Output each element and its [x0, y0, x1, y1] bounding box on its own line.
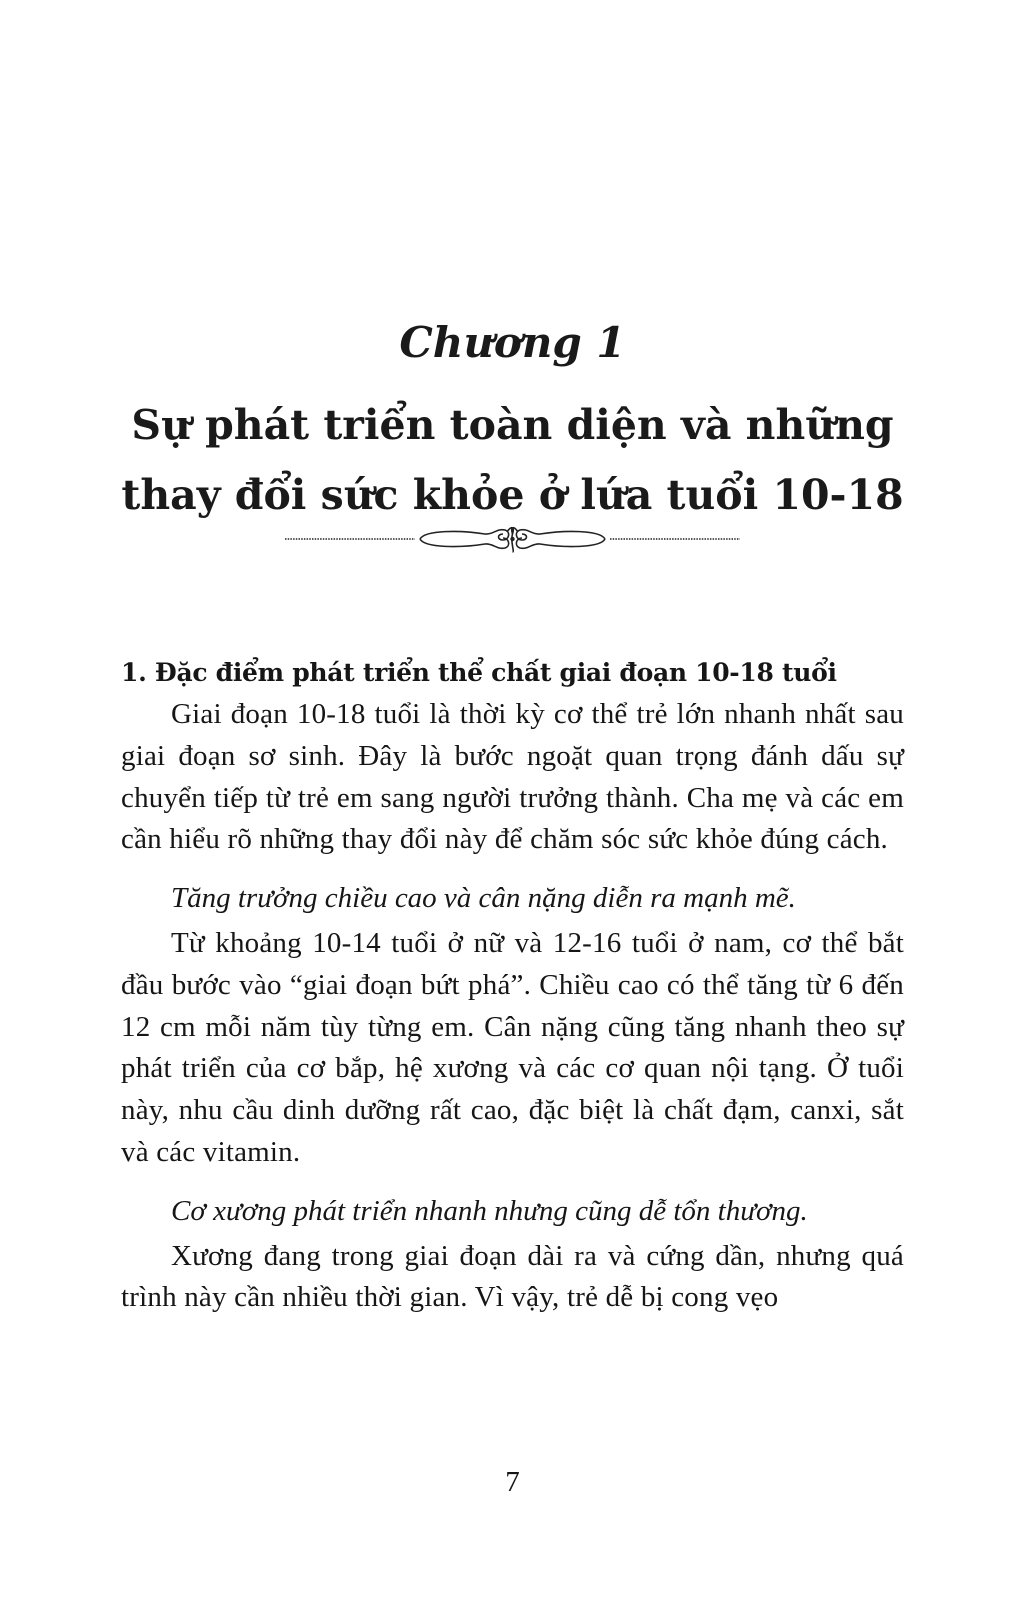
- subsection-text-bones: Xương đang trong giai đoạn dài ra và cứng dần, nhưng quá trình này cần nhiều thời gian. Vì vậy, trẻ dễ bị cong vẹo: [121, 1239, 904, 1314]
- intro-paragraph: Giai đoạn 10-18 tuổi là thời kỳ cơ thể trẻ lớn nhanh nhất sau giai đoạn sơ sinh. Đây là bước ngoặt quan trọng đánh dấu sự chuyển tiếp từ trẻ em sang người trưởng thành. Cha mẹ và các em cần hiểu rõ những thay đổi này để chăm sóc sức khỏe đúng cách.: [121, 698, 904, 856]
- page-number: 7: [505, 1466, 520, 1498]
- subsection-title-bones: Cơ xương phát triển nhanh nhưng cũng dễ tổn thương.: [171, 1194, 808, 1227]
- subsection-title-growth: Tăng trưởng chiều cao và cân nặng diễn ra mạnh mẽ.: [171, 882, 796, 915]
- page-body: [121, 654, 904, 1319]
- chapter-label: Chương 1: [399, 318, 626, 367]
- subsection-text-growth: Từ khoảng 10-14 tuổi ở nữ và 12-16 tuổi ở nam, cơ thể bắt đầu bước vào “giai đoạn bứt phá”. Chiều cao có thể tăng từ 6 đến 12 cm mỗi năm tùy từng em. Cân nặng cũng tăng nhanh theo sự phát triển của cơ bắp, hệ xương và các cơ quan nội tạng. Ở tuổi này, nhu cầu dinh dưỡng rất cao, đặc biệt là chất đạm, canxi, sắt và các vitamin.: [121, 926, 904, 1168]
- chapter-title: Sự phát triển toàn diện và những thay đổi sức khỏe ở lứa tuổi 10-18: [121, 401, 904, 519]
- section-heading: 1. Đặc điểm phát triển thể chất giai đoạn 10-18 tuổi: [121, 658, 837, 687]
- decorative-flourish-divider-icon: [285, 522, 740, 558]
